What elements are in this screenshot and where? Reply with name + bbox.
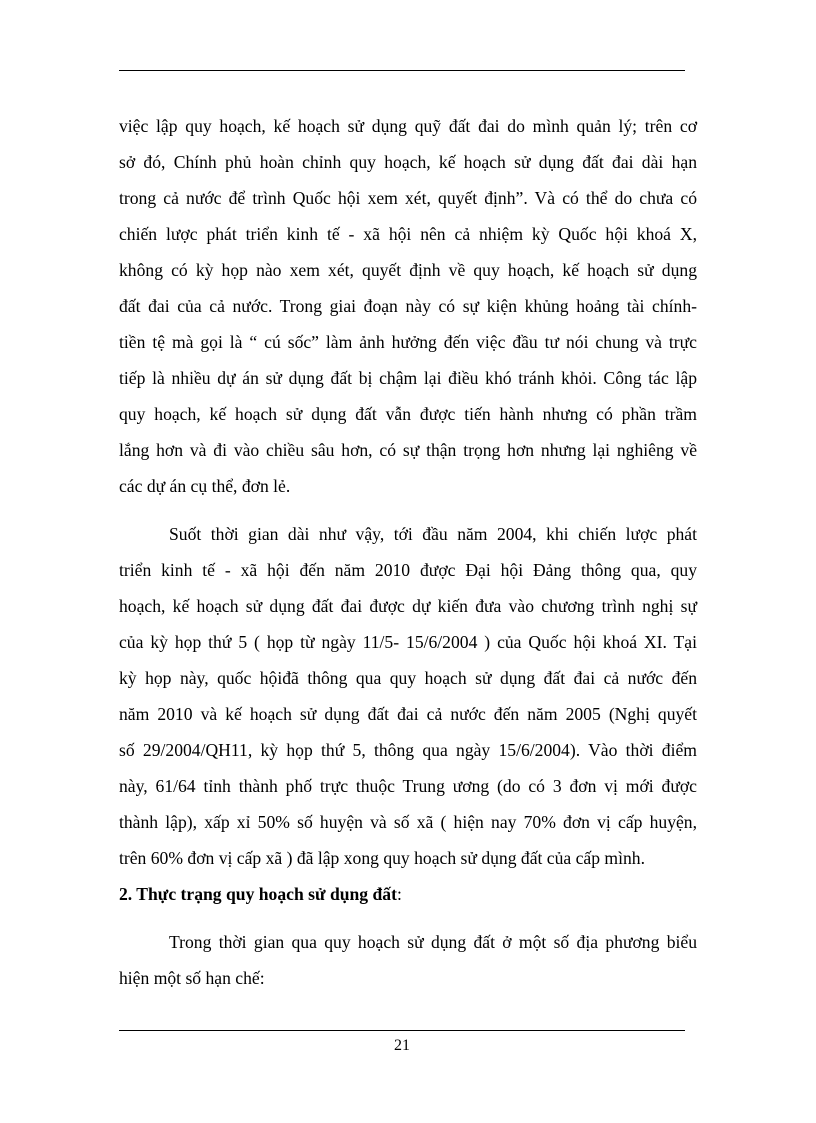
text-line: đất đai của cả nước. Trong giai đoạn này có sự kiện khủng hoảng tài chính- bbox=[119, 296, 697, 316]
text-line: hiện một số hạn chế: bbox=[119, 968, 265, 988]
paragraph-2004-history bbox=[119, 516, 697, 876]
text-line: các dự án cụ thể, đơn lẻ. bbox=[119, 476, 291, 496]
paragraph-spacer bbox=[119, 504, 697, 516]
header-rule bbox=[119, 70, 685, 71]
text-line: kỳ họp này, quốc hộiđã thông qua quy hoạch sử dụng đất đai cả nước đến bbox=[119, 668, 697, 688]
page-body bbox=[119, 108, 697, 996]
paragraph-continuation bbox=[119, 108, 697, 504]
footer-rule bbox=[119, 1030, 685, 1031]
text-line: quy hoạch, kế hoạch sử dụng đất vẫn được tiến hành nhưng có phần trầm bbox=[119, 404, 697, 424]
text-line: hoạch, kế hoạch sử dụng đất đai được dự kiến đưa vào chương trình nghị sự bbox=[119, 596, 697, 616]
paragraph-spacer bbox=[119, 912, 697, 924]
text-line: trên 60% đơn vị cấp xã ) đã lập xong quy hoạch sử dụng đất của cấp mình. bbox=[119, 848, 645, 868]
text-line: việc lập quy hoạch, kế hoạch sử dụng quỹ đất đai do mình quản lý; trên cơ bbox=[119, 116, 697, 136]
text-line: chiến lược phát triển kinh tế - xã hội nên cả nhiệm kỳ Quốc hội khoá X, bbox=[119, 224, 697, 244]
paragraph-limitations-intro bbox=[119, 924, 697, 996]
text-line: của kỳ họp thứ 5 ( họp từ ngày 11/5- 15/6/2004 ) của Quốc hội khoá XI. Tại bbox=[119, 632, 697, 652]
text-line: tiếp là nhiều dự án sử dụng đất bị chậm lại điều khó tránh khỏi. Công tác lập bbox=[119, 368, 697, 388]
text-line: Suốt thời gian dài như vậy, tới đầu năm 2004, khi chiến lược phát bbox=[169, 524, 697, 544]
page-number: 21 bbox=[394, 1037, 410, 1054]
text-line: không có kỳ họp nào xem xét, quyết định về quy hoạch, kế hoạch sử dụng bbox=[119, 260, 697, 280]
text-line: triển kinh tế - xã hội đến năm 2010 được Đại hội Đảng thông qua, quy bbox=[119, 560, 697, 580]
text-line: Trong thời gian qua quy hoạch sử dụng đất ở một số địa phương biểu bbox=[169, 932, 697, 952]
text-line: trong cả nước để trình Quốc hội xem xét, quyết định”. Và có thể do chưa có bbox=[119, 188, 697, 208]
text-line: này, 61/64 tỉnh thành phố trực thuộc Trung ương (do có 3 đơn vị mới được bbox=[119, 776, 697, 796]
section-heading-colon: : bbox=[396, 884, 402, 904]
section-heading-text: 2. Thực trạng quy hoạch sử dụng đất bbox=[119, 884, 397, 904]
text-line: sở đó, Chính phủ hoàn chỉnh quy hoạch, kế hoạch sử dụng đất đai dài hạn bbox=[119, 152, 697, 172]
text-line: lắng hơn và đi vào chiều sâu hơn, có sự thận trọng hơn nhưng lại nghiêng về bbox=[119, 440, 697, 460]
text-line: tiền tệ mà gọi là “ cú sốc” làm ảnh hưởng đến việc đầu tư nói chung và trực bbox=[119, 332, 697, 352]
text-line: số 29/2004/QH11, kỳ họp thứ 5, thông qua ngày 15/6/2004). Vào thời điểm bbox=[119, 740, 697, 760]
text-line: năm 2010 và kế hoạch sử dụng đất đai cả nước đến năm 2005 (Nghị quyết bbox=[119, 704, 697, 724]
section-heading bbox=[119, 876, 697, 912]
text-line: thành lập), xấp xỉ 50% số huyện và số xã ( hiện nay 70% đơn vị cấp huyện, bbox=[119, 812, 697, 832]
